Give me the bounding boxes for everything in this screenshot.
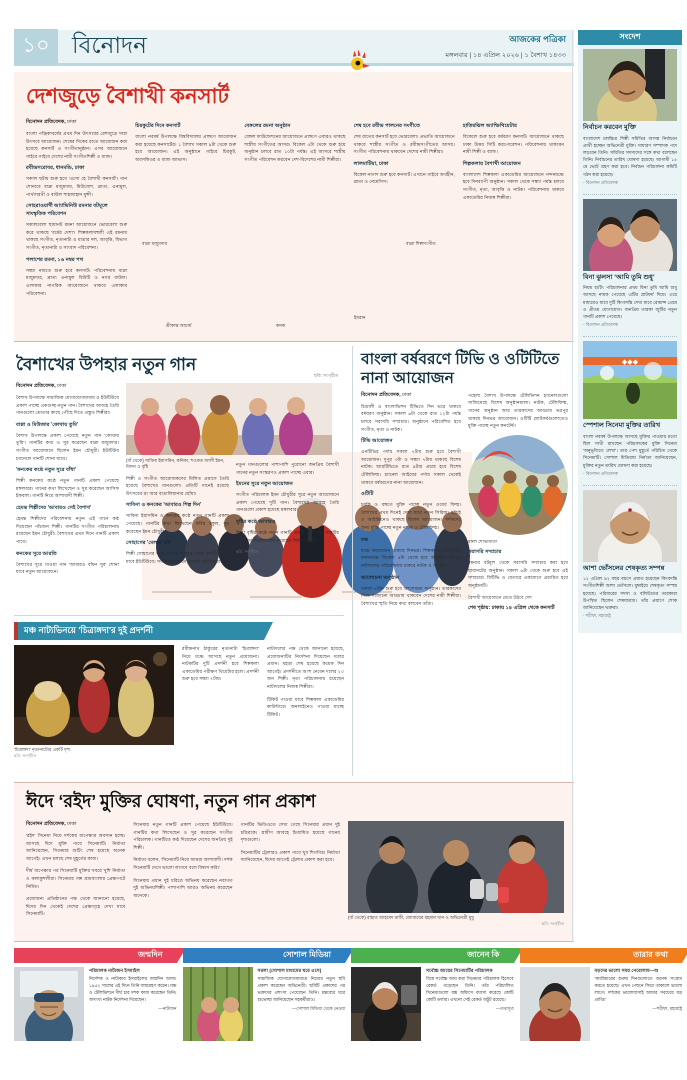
sidebar-item-text: বাংলা নববর্ষ উপলক্ষে আসছে মুক্তির পাওয়ার মতো ছিল সাথী রাখছেন পরিচালকের মুক্তি সিনেমা 'অনুভূতিতে লেখা'। তার পেশ মুহূর্তে পরিচিত থেকে সিনেমাটি। সোশাল মিডিয়ায় নির্মাতা জানিয়েছেন, মুক্তির নতুন তারিখ ঘোষণা করা হয়েছে।	[583, 433, 677, 468]
paragraph: শেষ রাতের কনসার্ট হবে ভোরবেলা। প্রভাতি আয়োজনে থাকবে শাস্ত্রীয় সংগীত ও রবীন্দ্রসংগীতের আসর। সংগীত পরিবেশনায় থাকবেন দেশের নামী শিল্পীরা।	[353, 134, 455, 155]
page-title: বিনোদন	[72, 32, 147, 58]
sidebar-column	[578, 45, 682, 633]
divider	[583, 194, 677, 195]
box-title: জন্মদিন	[138, 950, 163, 959]
box-photo-art-1	[183, 967, 253, 1041]
box-text: 'ক্যারিয়ারের শুরুর দিনগুলোতে অনেক সংগ্রাম করতে হয়েছে। এখন পেছনে ফিরে তাকালে ভালো লাগে। দর্শকের ভালোবাসাই আমার সবচেয়ে বড় প্রাপ্তি।'	[594, 975, 682, 1002]
sidebar-item-credit: - বিনোদন প্রতিবেদক	[583, 179, 618, 185]
box-lead-bold: সর্বোচ্চ আয়ের সিনেমাটির পরিচালক	[426, 968, 493, 973]
midcenter-photo-caption: বৈশাখী আয়োজনে মেতে উঠবে দেশ	[468, 594, 532, 600]
stage-photo	[14, 645, 174, 745]
subhead: মঞ্চ	[361, 536, 369, 543]
box-lead-bold: বড়দের ভালো সময় পেরোলাম—শু	[594, 968, 659, 973]
subhead: হেমন্ত শিল্পীদের 'আবারও সেই বৈশাখ'	[16, 505, 92, 512]
box-photo	[520, 967, 590, 1041]
sidebar-item-title: বিনা ঝুলসা ‘আমি তুমি শুধু’	[583, 273, 655, 281]
midcenter-footer-note: শেষ পৃষ্ঠায়: ঢাকায় ১৪ এপ্রিল থেকে কনসার্ট	[468, 604, 555, 611]
subhead: ইমনের সুরে নতুন আয়োজন	[236, 481, 293, 488]
sidebar-item-0[interactable]	[583, 49, 677, 187]
sidebar-photo	[583, 341, 677, 419]
lead-caption-4: ইমরান	[354, 315, 366, 320]
bottom-photo-credit: ছবি: সংগৃহীত	[541, 921, 564, 927]
sidebar-item-title: নির্বাচন করবেন মুক্তি	[583, 124, 637, 131]
paragraph: পহেলা বৈশাখ উপলক্ষে টেলিভিশন চ্যানেলগুলো সাজিয়েছে বিশেষ অনুষ্ঠানমালা। নাটক, টেলিফিল্ম, গানের অনুষ্ঠান আর তারকাদের আড্ডায় ভরপুর থাকছে দিনভর আয়োজন। ওটিটি প্ল্যাটফর্মগুলোতেও মুক্তি পাচ্ছে নতুন কনটেন্ট।	[468, 392, 568, 429]
box-signature: —নাট্যজন	[158, 1006, 177, 1012]
subhead: শেষ হবে রবীন্দ্র পালনের সংগীতে	[353, 123, 420, 129]
paragraph: মঞ্চে আয়োজন থাকছে দিনভর। শিল্পকলা একাডেমির নন্দনমঞ্চে বিকেল ৫টা থেকে হবে অনুষ্ঠান। বিভিন্ন নাট্যদলের পরিবেশনায় থাকবে নাটক ও আবৃত্তি।	[361, 547, 461, 568]
subhead: আলোচনা অনুষ্ঠান	[361, 574, 399, 581]
paragraph: হেমন্ত শিল্পীদের পরিবেশনায় নতুন এই গানে কণ্ঠ দিয়েছেন পাঁচজন শিল্পী। গানটির সংগীত পরিচালনায় রয়েছেন ইমন চৌধুরী। বৈশাখের প্রথম দিনে গানটি প্রকাশ পাবে।	[16, 516, 119, 544]
byline-location: ঢাকা	[57, 383, 67, 389]
stage-body	[14, 645, 344, 760]
paragraph: সকালবেলা ছায়ানট রমনা আয়োজনে ভোরবেলা শুরু করে থাকছে 'বর্ষের দেশা'। শিল্পকলাবহুলী এই রমনায় থাকছে সংগীত, নৃত্যনাট্য ও যাত্রার দল, আবৃত্তি, বিভাগ সংগীত, নৃত্যনাট্য ও সাংবাদ পরিবেশনা।	[26, 222, 128, 251]
paragraph: বৈশাখ উপলক্ষে প্রকাশ পেয়েছে নতুন গান 'কোথায় তুমি'। গানটির কথা ও সুর করেছেন বাপ্পা মজুমদার। সংগীত আয়োজনে ছিলেন ইমন চৌধুরী। ইউটিউব চ্যানেলে গানটি শোনা যাবে।	[16, 432, 119, 461]
box-lead-bold: পরিচালক নাট্যজন ইসমাইল	[89, 968, 140, 973]
bottom-photo-art	[348, 821, 564, 913]
sidebar-item-text: ১২ এপ্রিল ৯২ বছর বয়সে প্রয়াত হয়েছেন কিংবদন্তি সংগীতশিল্পী আশা ভোঁসলে। মুম্বাইয়ে শেষকৃত্য সম্পন্ন হয়েছে। পরিবারের সদস্য ও বলিউডের তারকারা উপস্থিত ছিলেন শেষযাত্রায়। তাঁর প্রয়াণে শোক জানিয়েছেন ভক্তরা।	[583, 576, 677, 610]
paragraph: নির্মাতা বলেন, 'সিনেমাটি নিয়ে আমরা আশাবাদী। দর্শক সিনেমাটি দেখে ভালো লাগবে বলে বিশ্বাস করি।'	[133, 857, 233, 871]
bottom-boxes	[14, 948, 682, 1041]
box-text: নির্দেশক ও নাট্যকার ইসমাইলের জন্মদিন আজ। ১৯৫২ সালের এই দিনে তিনি জন্মগ্রহণ করেন। মঞ্চ ও টেলিভিশনে দীর্ঘ চার দশক কাজ করেছেন তিনি। অসংখ্য নাটক নির্দেশনা দিয়েছেন।	[89, 975, 177, 1002]
paragraph: দীর্ঘ অপেক্ষার পর সিনেমাটি মুক্তির খবরে খুশি নির্মাতা ও কলাকুশলীরা। সিনেমার গল্প গ্রামবাংলার প্রেক্ষাপটে নির্মিত।	[26, 868, 126, 889]
lead-caption-2: শ্রীকান্ত আচার্য	[166, 323, 192, 328]
sidebar-photo-art-1	[583, 199, 677, 271]
paragraph: বাংলাদেশ শিল্পকলা একাডেমির আয়োজনে নন্দনমঞ্চে হবে দিনব্যাপী অনুষ্ঠান। সকাল থেকে সন্ধ্যা পর্যন্ত চলবে সংগীত, নৃত্য, আবৃত্তি ও নাটক। পরিবেশনায় থাকবে একাডেমির নিজস্ব শিল্পীরা।	[462, 171, 565, 200]
lead-column-2	[135, 119, 236, 302]
subhead: বাপ্পা ও মিউজার 'কোথায় তুমি'	[16, 421, 79, 428]
paragraph: টিকিট পাওয়া যাবে শিল্পকলা একাডেমির কাউন্টারে। অনলাইনেও পাওয়া যাচ্ছে টিকিট।	[267, 696, 344, 717]
sidebar-item-3[interactable]	[583, 490, 677, 621]
box-photo-art-3	[520, 967, 590, 1041]
box-head	[14, 948, 177, 963]
sidebar-item-title: আশা ভোঁসলের শেষকৃত্য সম্পন্ন	[583, 564, 665, 572]
paragraph: গানটির ভিডিওতে দেখা গেছে সিনেমার প্রধান দুই চরিত্রকে। গ্রামীণ আবহে চিত্রায়িত হয়েছে গানের দৃশ্যগুলো।	[240, 822, 340, 843]
subhead: চিরকুটের দিনে কনসার্ট	[135, 123, 181, 129]
byline-label: বিনোদন প্রতিবেদক,	[361, 391, 401, 398]
box-text-wrap	[595, 967, 683, 1041]
paragraph: নতুন গানগুলোর পাশাপাশি পুরোনো জনপ্রিয় বৈশাখী গানের নতুন সংস্করণও প্রকাশ পাচ্ছে এবার।	[236, 462, 339, 475]
box-star-talk[interactable]	[520, 948, 683, 1041]
bottom-photo-wrap	[348, 821, 564, 928]
circle-photo-caption: মঙ্গল শোভাযাত্রা	[468, 538, 498, 544]
box-head	[351, 948, 514, 963]
byline-label: বিনোদন প্রতিবেদক,	[26, 119, 66, 125]
midcenter-column-2	[468, 392, 568, 616]
byline	[16, 383, 119, 391]
midleft-photo-credit: ছবি: সংগৃহীত	[236, 549, 259, 555]
box-social-media[interactable]	[183, 948, 346, 1041]
paragraph: শিল্পী সোহাগের কণ্ঠে মেলার আবহে তৈরি গানটি শোনা যাবে ইউটিউবে। সংগীতায়োজনে ছিলেন পার্থ বড়ুয়া।	[126, 551, 229, 564]
paragraph: শিল্পী বৃষ্টির কণ্ঠে নতুন গানটি প্রকাশ পেয়েছে। গানটির সুর ও সংগীতায়োজন করেছেন মিলন মাহমুদ।	[236, 530, 339, 543]
box-head	[183, 948, 346, 963]
sidebar-item-credit: - বিনোদন প্রতিবেদক	[583, 470, 618, 476]
paragraph: বিকেলে শুরু হবে বর্ষবরণ কনসার্ট। আয়োজনে থাকছে ঢাকা উত্তর সিটি করপোরেশন। পরিবেশনায় থাকবেন নামী শিল্পী ও ব্যান্ড।	[462, 134, 565, 155]
midleft-column-2	[126, 383, 229, 581]
divider	[583, 485, 677, 486]
circle-photo-art	[468, 435, 568, 535]
lead-column-3	[244, 119, 345, 302]
box-text-bold	[426, 967, 514, 975]
midcenter-headline: বাংলা বর্ষবরণে টিভি ও ওটিটিতে নানা আয়োজন	[361, 351, 560, 388]
box-photo	[183, 967, 253, 1041]
sidebar	[578, 30, 682, 633]
midleft-photo-caption: (বাঁ থেকে) সাবিনা ইয়াসমিন, কনিকা, শওকত আলী ইমন, মিলন ও বৃষ্টি	[126, 458, 225, 470]
bottom-story	[14, 782, 574, 942]
midleft-photo	[126, 383, 332, 455]
paragraph: সন্ধ্যা নামতে শুরু হবে কনসার্ট। পরিবেশনায় বাপ্পা মজুমদার, ব্রাত্য এনামুল বিউটি ও নগর বাউল। এলাকার নাগরিক আয়োজনে থাকবে এলাকার পরিবেশনা।	[26, 267, 128, 296]
lead-column-5	[463, 119, 564, 302]
subhead: হাতিরঝিল অ্যাম্ফিথিয়েটার	[462, 123, 517, 129]
lead-column-1	[26, 119, 127, 302]
subhead: ওটিটি	[361, 491, 374, 498]
subhead: সাবিনা ও কনকের 'আবারও শিল্প দিন'	[126, 502, 202, 509]
byline	[26, 821, 125, 829]
byline-location: ঢাকা	[67, 119, 77, 125]
byline-location: ঢাকা	[402, 391, 412, 398]
subhead: বেঙ্গলের রমনা অনুষ্ঠান	[244, 123, 291, 129]
paragraph: শিল্পী কনকের কণ্ঠে নতুন গানটি প্রকাশ পেয়েছে মঙ্গলবার। গানের কথা লিখেছেন ও সুর করেছেন আসিফ ইকবাল। গানটি নিয়ে আশাবাদী শিল্পী।	[16, 478, 119, 499]
box-head	[520, 948, 683, 963]
subhead: সরাসরি সম্প্রচার	[468, 549, 502, 556]
box-text-bold	[89, 967, 177, 975]
bottom-headline: ঈদে ‘রইদ’ মুক্তির ঘোষণা, নতুন গান প্রকাশ	[26, 791, 316, 811]
box-did-you-know[interactable]	[351, 948, 514, 1041]
box-text-wrap	[89, 967, 177, 1041]
sidebar-photo	[583, 490, 677, 562]
box-signature: —শরীফা, মহারাষ্ট্র	[652, 1006, 682, 1012]
masthead	[14, 30, 574, 66]
paragraph: চরকি ও বঙ্গতে মুক্তি পাচ্ছে নতুন ওয়েব ফিল্ম। বৈশাখের প্রথম দিনেই দেখা যাবে নতুন সিরিজ। হইচই ও আইস্ক্রিনেও থাকছে বিশেষ আয়োজন। দর্শকদের জন্য মুক্তি পাচ্ছে নতুন নাটক ও টেলিফিল্ম।	[361, 502, 461, 531]
sidebar-item-text: বাংলাদেশ চলচ্চিত্র শিল্পী সমিতির আসন্ন নির্বাচনে প্রার্থী হচ্ছেন অভিনেত্রী মুক্তি। সাধারণ সম্পাদক পদে লড়বেন তিনি। সমিতির সদস্যদের সঙ্গে কথা বলেছেন তিনি। নির্বাচনের তারিখ ঘোষণা হয়েছে। আগামী ১৫ মে ভোট গ্রহণ করা হবে। নির্বাচন পরিচালনা কমিটি গঠন করা হয়েছে।	[583, 135, 677, 177]
paragraph: এনটিভির পর্দায় সকাল ৭টায় শুরু হবে বৈশাখী আয়োজন। দুপুর ৩টা ও সন্ধ্যা ৭টায় থাকছে বিশেষ নাটক। আরটিভিতে রাত ৯টায় প্রচার হবে বিশেষ টেলিফিল্ম। চ্যানেল আইয়ের পর্দায় সকাল থেকেই থাকবে বর্ষবরণের নানা আয়োজন।	[361, 449, 461, 485]
paragraph: সাবিনা ইয়াসমিন ও কনকের কণ্ঠে নতুন গানটি প্রকাশ পেয়েছে। গানটির কথা লিখেছেন কবির বকুল, সুর করেছেন ইমন চৌধুরী।	[126, 513, 229, 534]
byline	[361, 392, 461, 400]
sidebar-item-1[interactable]	[583, 199, 677, 330]
box-title: জানেন কি	[467, 950, 500, 959]
box-body	[520, 967, 683, 1041]
box-photo-art-2	[351, 967, 421, 1041]
box-text: সামাজিক যোগাযোগমাধ্যমে নিজের নতুন ছবি প্রকাশ করেছেন অভিনেত্রী। ছবিটি প্রকাশের পর ভক্তদের প্রশংসা পেয়েছেন তিনি। মন্তব্যের ঘরে শুভেচ্ছা জানিয়েছেন সহকর্মীরাও।	[257, 975, 345, 1002]
box-body	[183, 967, 346, 1041]
paragraph: সকাল ছটায় শুরু হবে 'এসো হে বৈশাখী কনসার্ট'। গান শোনাবে বাপ্পা মজুমদার, মিউজেশ, ব্রাত্য, এনামুল, পার্থসারথী ও বাউল শাহজাহান মুন্সী।	[26, 176, 128, 197]
stage-photo-credit: ছবি: সংগৃহীত	[14, 753, 37, 759]
paragraph: বেঙ্গল ফাউন্ডেশনের আয়োজনে প্রাঙ্গণে এবারও থাকছে শাস্ত্রীয় সংগীতের আসর। বিকেল ৫টা থেকে শুরু হয়ে অনুষ্ঠান চলবে রাত ১০টা পর্যন্ত। এই আসরে শাস্ত্রীয় সংগীত পরিবেশন করবেন দেশ-বিদেশের নামী শিল্পীরা।	[244, 134, 346, 162]
paragraph: চিত্রালী ও বাংলাভিশন টিভিতে দিন ভরে থাকবে বর্ষবরণ অনুষ্ঠান। সকাল ৬টা থেকে রাত ১২টা পর্যন্ত চলবে সরাসরি সম্প্রচার। অনুষ্ঠানে পরিবেশিত হবে সংগীত, নৃত্য ও নাটক।	[361, 403, 461, 432]
stage-photo-wrap	[14, 645, 174, 760]
paragraph: বৈশাখের সুরে গাওয়া গান 'আবারও বাঁধন সুর' শোনা যাবে নতুন আয়োজনে।	[16, 561, 119, 575]
paragraph: বৈশাখ উপলক্ষে সামাজিক যোগাযোগমাধ্যম ও ইউটিউবে প্রকাশ পাচ্ছে একগুচ্ছ নতুন গান। বৈশাখের আবহে তৈরি গানগুলো শ্রোতার কাছে পৌঁছে দিতে প্রস্তুত শিল্পীরা।	[16, 395, 120, 416]
lead-photo-credit: ছবি: সংগৃহীত	[314, 373, 339, 378]
bottom-column-1	[26, 821, 125, 928]
midcenter-story	[352, 346, 574, 776]
lead-caption-1: বাপ্পা মজুমদার	[142, 241, 168, 246]
byline-label: বিনোদন প্রতিবেদক,	[16, 383, 56, 389]
paragraph: সংগীত পরিচালক ইমন চৌধুরীর সুরে নতুন আয়োজনে প্রকাশ পেয়েছে দুটি গান। বৈশাখের আবহে তৈরি গানগুলো প্রকাশ হয়েছে মঙ্গলবার।	[236, 492, 339, 513]
subhead: সোহরাওয়ার্দী আ্যাভিনিউ রমনার বটমূলে সাংস্কৃতিক পরিবেশন	[26, 203, 108, 218]
stage-photo-art	[14, 645, 174, 745]
svg-text:◆◆◆: ◆◆◆	[621, 359, 639, 367]
sidebar-rule	[572, 30, 573, 942]
box-title: তারার কথা	[633, 950, 668, 959]
lead-headline: দেশজুড়ে বৈশাখী কনসার্ট	[26, 85, 229, 108]
subhead: শিল্পকলায় বৈশাখী আয়োজন	[462, 160, 521, 167]
sidebar-photo-art-2	[583, 341, 677, 419]
subhead: সোহাগের 'মেলায় যাই'	[126, 540, 172, 547]
midleft-headline: বৈশাখের উপহার নতুন গান	[16, 355, 197, 374]
sidebar-item-text: নিয়ম শুটিং পরিচালনার প্রথম বিনা তুমি আমি শুধু আসছে নায়ক পেয়েছে এটির প্লাটফর্ম দিয়ে। এরে মাধ্যমেও যাবে দুটি কিংবদন্তি দেখা যাবে রোমান্স প্রেমে ও প্রীতম যোগাযোগ। জনপ্রিয় তারকা জুটির নতুন গানটি প্রকাশ পেয়েছে।	[583, 285, 677, 319]
bottom-column-3	[241, 821, 340, 928]
box-title: সোশাল মিডিয়া	[282, 950, 331, 959]
divider	[583, 336, 677, 337]
box-lead-bold: সরলা (সোশাল মাধ্যমের ঘরে এসে)	[257, 968, 322, 973]
byline-label: বিনোদন প্রতিবেদক,	[26, 821, 66, 827]
stage-photo-caption: 'চিত্রাঙ্গদা' নৃত্যনাট্যের একটি দৃশ্য	[14, 747, 71, 752]
paragraph: সিনেমাটির ট্রেলারও প্রকাশ পাবে খুব শিগগির। নির্মাতা জানিয়েছেন, ঈদের আগেই ট্রেলার প্রকাশ করা হবে।	[240, 849, 340, 863]
sidebar-item-title: স্পেশাল সিনেমা মুক্তির তারিখ	[583, 422, 661, 430]
sidebar-item-2[interactable]	[583, 341, 677, 478]
bottom-columns	[14, 821, 574, 928]
sidebar-item-credit: - বিনোদন প্রতিবেদক	[583, 322, 618, 328]
subhead: বৃষ্টির কণ্ঠে আবারও	[236, 519, 276, 526]
midleft-photo-art	[126, 383, 332, 455]
box-signature: —তথ্যসূত্র	[495, 1006, 514, 1012]
paragraph: নাট্যদলের পক্ষ থেকে জানানো হয়েছে, প্রযোজনাটির নির্দেশনা দিয়েছেন দলের প্রধান। মহড়া শেষ হয়েছে কয়েক দিন আগেই। প্রদর্শনীতে অংশ নেবেন দলের ২০ জন শিল্পী। নৃত্য পরিচালনায় রয়েছেন নাট্যদলের নিজস্ব শিল্পীরা।	[267, 646, 344, 690]
stage-ribbon-title: মঞ্চ নাট্যভিনয়ে 'চিত্রাঙ্গদা'র দুই প্রদর্শনী	[14, 622, 264, 640]
bottom-photo-caption: (বাঁ থেকে) রাহাত আহমেদ রাফী, জোবায়ের রহমান খান ও অভিনেত্রী মুমু	[347, 915, 474, 920]
subhead: রবীন্দ্রসরোবর, ধানমন্ডি, ঢাকা	[26, 165, 85, 172]
sidebar-photo-art-0	[583, 49, 677, 121]
box-text-bold	[258, 967, 346, 975]
box-text: বিশ্বে সর্বোচ্চ আয় করা সিনেমার পরিচালক হিসেবে রেকর্ড গড়েছেন তিনি। তাঁর পরিচালিত সিনেমাগুলো বক্স অফিসে ব্যবসা করেছে কোটি কোটি ডলার। এখনো সেই রেকর্ড অটুট রয়েছে।	[426, 975, 514, 1002]
box-text-wrap	[258, 967, 346, 1041]
sidebar-header: সংদেশ	[578, 30, 682, 45]
masthead-right	[445, 33, 574, 61]
sidebar-photo	[583, 49, 677, 121]
stage-column-1	[182, 645, 259, 760]
paragraph: বাংলা পঞ্জিকাবর্ষের প্রথম দিন উৎসবের রেশজুড়ে সারা উৎসবে আয়োজন। শেষের দিকের রাতে আয়োজন করা হয়েছে কনসার্ট ও সংগীতানুষ্ঠান। এসব আয়োজনে গাইবে গাইবে দেশের নামী সংগীতশিল্পী ও ব্যান্ড।	[26, 131, 128, 159]
lead-caption-3: কনক	[276, 323, 286, 328]
stage-story	[14, 622, 344, 774]
midcenter-columns	[361, 392, 574, 616]
brand-name: আজকের পত্রিকা	[509, 33, 566, 44]
subhead: 'কনকের কণ্ঠে নতুন সুরে বাঁধা'	[16, 467, 77, 474]
midleft-columns	[14, 383, 344, 581]
byline	[26, 119, 127, 127]
box-signature: —সোশাল মিডিয়া থেকে নেওয়া	[292, 1006, 345, 1012]
box-body	[351, 967, 514, 1041]
midleft-story	[14, 346, 344, 616]
sidebar-photo-art-3	[583, 490, 677, 562]
paragraph: রবীন্দ্রনাথ ঠাকুরের নৃত্যনাট্য 'চিত্রাঙ্গদা' নিয়ে মঞ্চে আসছে নতুন প্রযোজনা। নাটকটির দুটি প্রদর্শনী হবে শিল্পকলা একাডেমির পরীক্ষণ থিয়েটার হলে। প্রদর্শনী শুরু হবে সন্ধ্যা ৭টায়।	[182, 646, 259, 682]
bottom-column-2	[133, 821, 232, 928]
subhead: কনকের সুরে আরতি	[16, 550, 57, 557]
box-photo	[14, 967, 84, 1041]
box-text-bold	[595, 967, 683, 975]
lead-column-4	[354, 119, 455, 302]
paragraph: বিকেল নাগাদ শুরু হবে কনসার্ট। এখানে গাইবে অর্থহীন, ব্রাত্য ও নেমেসিস।	[353, 171, 455, 185]
paragraph: রমনার বটমূল থেকে সরাসরি সম্প্রচার করা হবে ছায়ানটের অনুষ্ঠান। সকাল ৬টা থেকে শুরু হবে এই সম্প্রচার। বিটিভি ও বেতারে একযোগে প্রচারিত হবে অনুষ্ঠানটি।	[468, 560, 568, 588]
lead-columns	[14, 117, 574, 302]
paragraph: সকাল ৮টায় শুরু হবে আলোচনা অনুষ্ঠান। তারকাদের নিয়ে সাজানো আড্ডায় থাকবেন দেশের নামী শিল্পীরা। বৈশাখের স্মৃতি নিয়ে কথা বলবেন তাঁরা।	[361, 585, 461, 606]
midcenter-circle-photo	[468, 435, 568, 535]
midcenter-column-1	[361, 392, 461, 616]
paragraph: সিনেমার নতুন গানটি প্রকাশ পেয়েছে ইউটিউবে। গানটির কথা লিখেছেন ও সুর করেছেন সংগীত পরিচালক। গানটিতে কণ্ঠ দিয়েছেন দেশের জনপ্রিয় দুই শিল্পী।	[133, 822, 233, 850]
paragraph: বাংলা নববর্ষ উপলক্ষে বিশ্ববিদ্যালয় প্রাঙ্গণে আয়োজন করা হয়েছে কনসার্টের। ১ বৈশাখ সকাল ৯টা থেকে শুরু হবে আয়োজন। এই অনুষ্ঠানে গাইবে চিরকুট, অবসকিওর ও ব্যান্ড আভাস।	[135, 134, 237, 162]
box-birthday[interactable]	[14, 948, 177, 1041]
stage-column-2	[267, 645, 344, 760]
page-folio: ১০	[14, 29, 58, 65]
box-photo-art-0	[14, 967, 84, 1041]
box-body	[14, 967, 177, 1041]
byline-location: ঢাকা	[67, 821, 77, 827]
subhead: লালমাটিয়া, ঢাকা	[353, 160, 389, 167]
paragraph: সিনেমায় প্রধান দুই চরিত্রে অভিনয় করেছেন নবাগত দুই অভিনয়শিল্পী। পাশাপাশি আরও অভিনয় করেছেন অনেকে।	[133, 877, 233, 898]
subhead: পলাশের রমনা, ১৬ নম্বর পথ	[26, 256, 84, 263]
bottom-photo	[348, 821, 564, 913]
sidebar-photo	[583, 199, 677, 271]
paragraph: শিল্পী ও সংগীত আয়োজকদের মিলিত প্রয়াসে তৈরি হয়েছে বৈশাখের গানগুলো। প্রতিটি গানেই রয়েছে উৎসবের রং আর বাঙালিয়ানার ছোঁয়া।	[126, 475, 229, 496]
box-photo	[351, 967, 421, 1041]
subhead: টিভি আয়োজন	[361, 438, 393, 445]
sidebar-item-credit: - শরীফা, মহারাষ্ট্র	[583, 613, 611, 619]
paragraph: প্রযোজনা প্রতিষ্ঠানের পক্ষ থেকে জানানো হয়েছে, ঈদের দিন থেকেই দেশের প্রেক্ষাগৃহে দেখা যাবে সিনেমাটি।	[26, 896, 126, 917]
lead-caption-5: বাপ্পা শিল্পসংগীত	[406, 241, 436, 246]
midleft-column-1	[16, 383, 119, 581]
paragraph: 'রইদ' সিনেমা নিয়ে দর্শকের অপেক্ষার অবসান হচ্ছে। আসছে ঈদে মুক্তি পাবে সিনেমাটি। নির্মাতা জানিয়েছেন, সিনেমার শুটিং শেষ হয়েছে অনেক আগেই। এখন চলছে শেষ মুহূর্তের কাজ।	[26, 833, 126, 861]
box-text-wrap	[426, 967, 514, 1041]
dateline: মঙ্গলবার | ১৪ এপ্রিল ২০২৬ | ১ বৈশাখ ১৪৩৩	[445, 51, 566, 59]
